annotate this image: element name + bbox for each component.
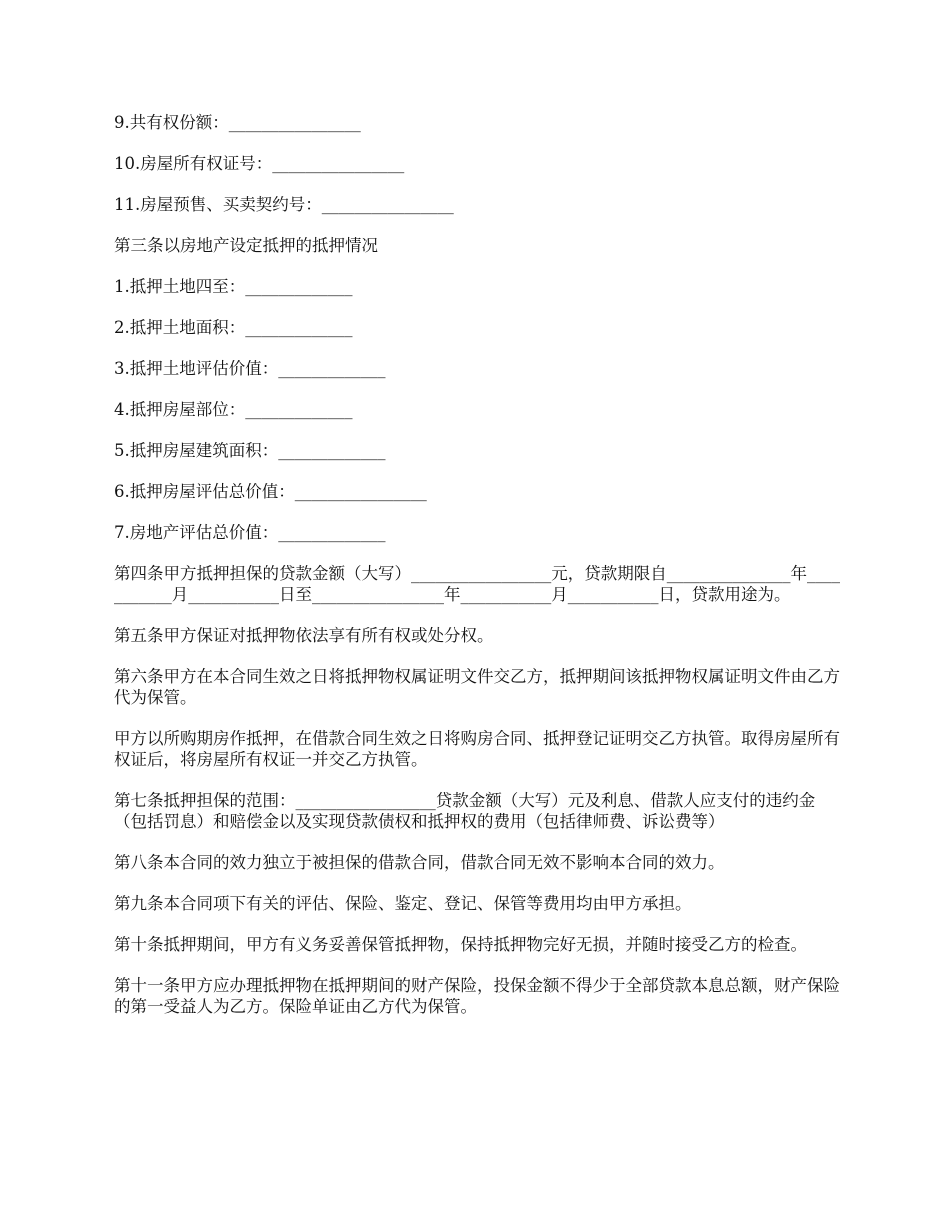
clause-land-boundaries: 1.抵押土地四至：_____________	[114, 277, 353, 296]
article-8-independence: 第八条本合同的效力独立于被担保的借款合同，借款合同无效不影响本合同的效力。	[114, 853, 725, 872]
article-11-insurance: 第十一条甲方应办理抵押物在抵押期间的财产保险，投保金额不得少于全部贷款本息总额，财产保险的第一受益人为乙方。保险单证由乙方代为保管。	[114, 976, 840, 1016]
clause-house-total-value: 6.抵押房屋评估总价值：________________	[114, 482, 427, 501]
clause-land-area: 2.抵押土地面积：_____________	[114, 318, 353, 337]
article-5-ownership-guarantee: 第五条甲方保证对抵押物依法享有所有权或处分权。	[114, 626, 494, 645]
clause-land-value: 3.抵押土地评估价值：_____________	[114, 359, 386, 378]
article-6-title-documents: 第六条甲方在本合同生效之日将抵押物权属证明文件交乙方，抵押期间该抵押物权属证明文件由乙方代为保管。	[114, 667, 840, 707]
article-6-off-plan-supplement: 甲方以所购期房作抵押，在借款合同生效之日将购房合同、抵押登记证明交乙方执管。取得房屋所有权证后，将房屋所有权证一并交乙方执管。	[114, 729, 840, 769]
clause-house-floor-area: 5.抵押房屋建筑面积：_____________	[114, 441, 386, 460]
document-body	[114, 112, 842, 1017]
clause-presale-contract-no: 11.房屋预售、买卖契约号：________________	[114, 195, 454, 214]
article-10-custody: 第十条抵押期间，甲方有义务妥善保管抵押物，保持抵押物完好无损，并随时接受乙方的检查。	[114, 935, 807, 954]
clause-house-location: 4.抵押房屋部位：_____________	[114, 400, 353, 419]
article-7-scope: 第七条抵押担保的范围：_________________贷款金额（大写）元及利息、借款人应支付的违约金（包括罚息）和赔偿金以及实现贷款债权和抵押权的费用（包括律师费、诉讼费等）	[114, 791, 816, 831]
clause-real-estate-total-value: 7.房地产评估总价值：_____________	[114, 523, 386, 542]
article-4-loan-amount: 第四条甲方抵押担保的贷款金额（大写）_________________元，贷款期限自_______________年___________月___________日至________________年___________月___________日，贷款用途为。	[114, 564, 840, 604]
clause-property-certificate-no: 10.房屋所有权证号：________________	[114, 154, 405, 173]
article-9-fees: 第九条本合同项下有关的评估、保险、鉴定、登记、保管等费用均由甲方承担。	[114, 894, 692, 913]
article-3-heading: 第三条以房地产设定抵押的抵押情况	[114, 236, 378, 255]
clause-co-ownership-share: 9.共有权份额：________________	[114, 113, 361, 132]
